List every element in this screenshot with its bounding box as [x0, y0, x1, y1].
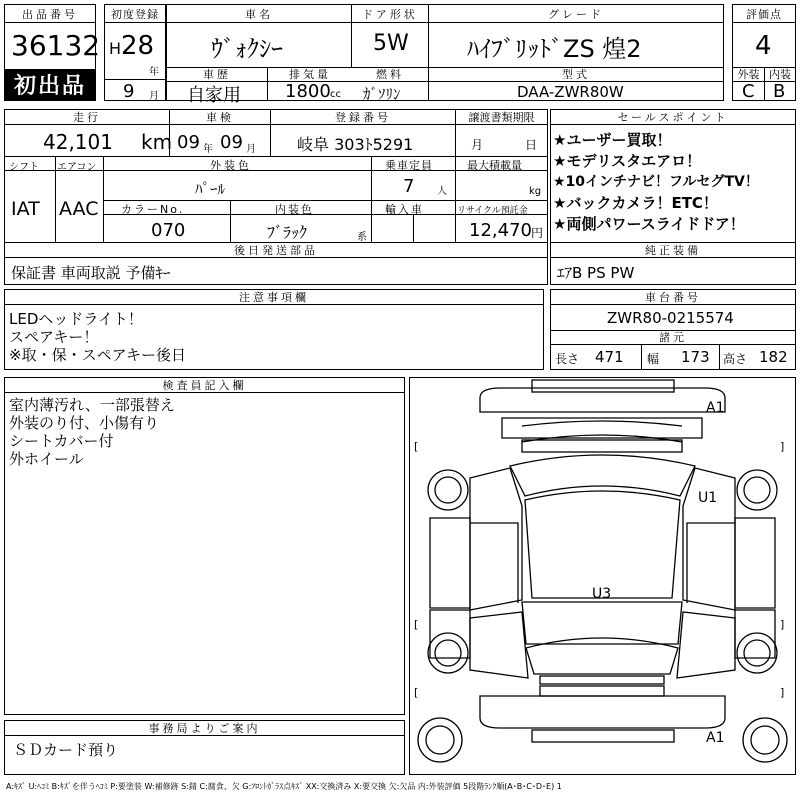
shift-label: シフト [9, 162, 39, 173]
inspection-month: 09 [220, 132, 243, 153]
width: 173 [681, 348, 710, 366]
inspector-line: 外装のり付、小傷有り [9, 414, 160, 432]
displacement: 1800 [285, 81, 331, 102]
transfer-month: 月 [471, 138, 484, 152]
sales-box [550, 109, 796, 285]
reg-number-label: 登録番号 [271, 110, 455, 125]
transfer-day: 日 [525, 138, 538, 152]
inspector-line: 室内薄汚れ、一部張替え [9, 396, 175, 414]
capacity-unit: 人 [437, 186, 447, 197]
notes-box [4, 289, 544, 370]
office-box [4, 720, 405, 775]
color-no: 070 [151, 220, 186, 241]
inspection-year-unit: 年 [203, 144, 213, 155]
lot-number: 36132 [11, 29, 101, 62]
sales-label: セールスポイント [551, 110, 795, 125]
inspection-year: 09 [177, 132, 200, 153]
month-unit: 月 [149, 91, 159, 102]
int-color-unit: 系 [357, 232, 367, 243]
score-box [732, 4, 796, 101]
grade: ﾊｲﾌﾞﾘｯﾄﾞZS 煌2 [467, 35, 642, 63]
bracket: ] [780, 440, 785, 453]
ext-color: ﾊﾟｰﾙ [195, 180, 226, 198]
chassis-label: 車台番号 [551, 290, 795, 305]
note-line: LEDヘッドライト！ [9, 310, 143, 328]
inspector-lines [9, 396, 175, 468]
reg-month: 9 [123, 81, 135, 102]
inspection-label: 車検 [170, 110, 270, 125]
score-label: 評価点 [733, 5, 795, 23]
bracket: ] [780, 686, 785, 699]
car-name-label: 車名 [167, 5, 351, 23]
ext-color-label: 外装色 [210, 159, 252, 172]
interior-grade: B [773, 81, 786, 102]
door-label: ドア形状 [352, 5, 428, 23]
recycle-label: リサイクル預託金 [457, 206, 528, 216]
damage-mark: U3 [592, 586, 612, 602]
model-label: 型式 [429, 67, 723, 82]
notes-lines [9, 310, 186, 364]
width-label: 幅 [647, 352, 660, 366]
car-name: ｳﾞｫｸｼｰ [211, 35, 283, 63]
interior-label: 内装 [765, 67, 795, 82]
shift: IAT [11, 198, 40, 220]
office-label: 事務局よりご案内 [5, 721, 404, 736]
dims-label: 諸元 [551, 330, 795, 345]
bracket: [ [414, 440, 419, 453]
damage-mark: A1 [706, 730, 725, 746]
later-parts: 保証書 車両取説 予備ｷｰ [11, 264, 171, 282]
length-label: 長さ [555, 352, 580, 366]
color-no-label: カラーNo. [121, 203, 185, 216]
registration-box [104, 4, 166, 101]
recycle: 12,470 [469, 220, 532, 241]
equipment-label: 純正装備 [551, 242, 795, 258]
car-outline [410, 378, 795, 774]
bracket: [ [414, 618, 419, 631]
spec-table [4, 109, 548, 285]
capacity: 7 [403, 176, 415, 197]
transfer-label: 譲渡書類期限 [456, 110, 547, 125]
fuel: ｶﾞｿﾘﾝ [363, 85, 401, 103]
height-label: 高さ [723, 352, 748, 366]
lot-box [4, 4, 101, 101]
equipment: ｴｱB PS PW [557, 264, 635, 282]
capacity-label: 乗車定員 [385, 159, 433, 172]
fuel-label: 燃料 [352, 67, 428, 82]
mileage-label: 走行 [5, 110, 169, 125]
load-unit: kg [529, 186, 542, 197]
height: 182 [759, 348, 788, 366]
chassis-number: ZWR80-0215574 [607, 309, 734, 327]
legend: A:ｷｽﾞ U:ﾍｺﾐ B:ｷｽﾞを伴うﾍｺﾐ P:要塗装 W:補修跡 S:錆 C:腐食、欠 G:ﾌﾛﾝﾄｶﾞﾗｽ点ｷｽﾞ XX:交換済み X:要交換 欠:欠品 内:外装評価 5段階ﾗﾝｸ順(A･B･C･D･E) 1 [6, 782, 562, 791]
history: 自家用 [187, 85, 241, 106]
chassis-box [550, 289, 796, 370]
inspector-line: シートカバー付 [9, 432, 114, 450]
first-listing-badge: 初出品 [5, 69, 95, 100]
exterior-label: 外装 [733, 67, 764, 82]
car-diagram [409, 377, 796, 775]
mileage: 42,101 [43, 130, 113, 154]
sales-point: ★ユーザー買取！ [553, 131, 672, 149]
score: 4 [755, 31, 772, 61]
displacement-unit: cc [330, 89, 341, 100]
sales-point: ★バックカメラ！ETC！ [553, 194, 718, 212]
ac: AAC [59, 198, 99, 220]
sales-point: ★モデリスタエアロ！ [553, 152, 702, 170]
sales-point: ★10インチナビ！フルセグTV！ [553, 174, 759, 190]
office-text: ＳＤカード預り [13, 741, 119, 759]
inspector-line: 外ホイール [9, 450, 84, 468]
ac-label: エアコン [57, 162, 97, 173]
bracket: ] [780, 618, 785, 631]
recycle-unit: 円 [531, 226, 544, 240]
length: 471 [595, 348, 624, 366]
int-color: ﾌﾞﾗｯｸ [267, 223, 308, 242]
exterior-grade: C [742, 81, 755, 102]
int-color-label: 内装色 [275, 203, 314, 216]
import-label: 輸入車 [385, 203, 424, 216]
mileage-unit: km [141, 130, 173, 154]
vehicle-box [166, 4, 724, 106]
note-line: スペアキー！ [9, 328, 99, 346]
registration-label: 初度登録 [105, 5, 165, 23]
inspection-month-unit: 月 [246, 144, 256, 155]
year-unit: 年 [149, 67, 159, 78]
inspector-label: 検査員記入欄 [5, 378, 404, 393]
sales-points [553, 130, 759, 235]
bracket: [ [414, 686, 419, 699]
door: 5W [373, 31, 409, 56]
damage-mark: U1 [698, 490, 718, 506]
note-line: ※取・保・スペアキー後日 [9, 346, 186, 364]
model: DAA-ZWR80W [517, 83, 624, 101]
damage-mark: A1 [706, 400, 725, 416]
notes-label: 注意事項欄 [5, 290, 543, 305]
load-label: 最大積載量 [467, 159, 522, 172]
reg-year: 28 [121, 31, 155, 61]
inspector-box [4, 377, 405, 715]
reg-number: 岐阜 303ﾄ5291 [297, 135, 414, 154]
grade-label: グレード [429, 5, 723, 23]
era: H [109, 39, 122, 58]
history-label: 車歴 [167, 67, 267, 82]
lot-label: 出品番号 [5, 5, 95, 23]
displacement-label: 排気量 [268, 67, 352, 82]
sales-point: ★両側パワースライドドア！ [553, 215, 745, 233]
later-parts-label: 後日発送部品 [5, 242, 547, 258]
